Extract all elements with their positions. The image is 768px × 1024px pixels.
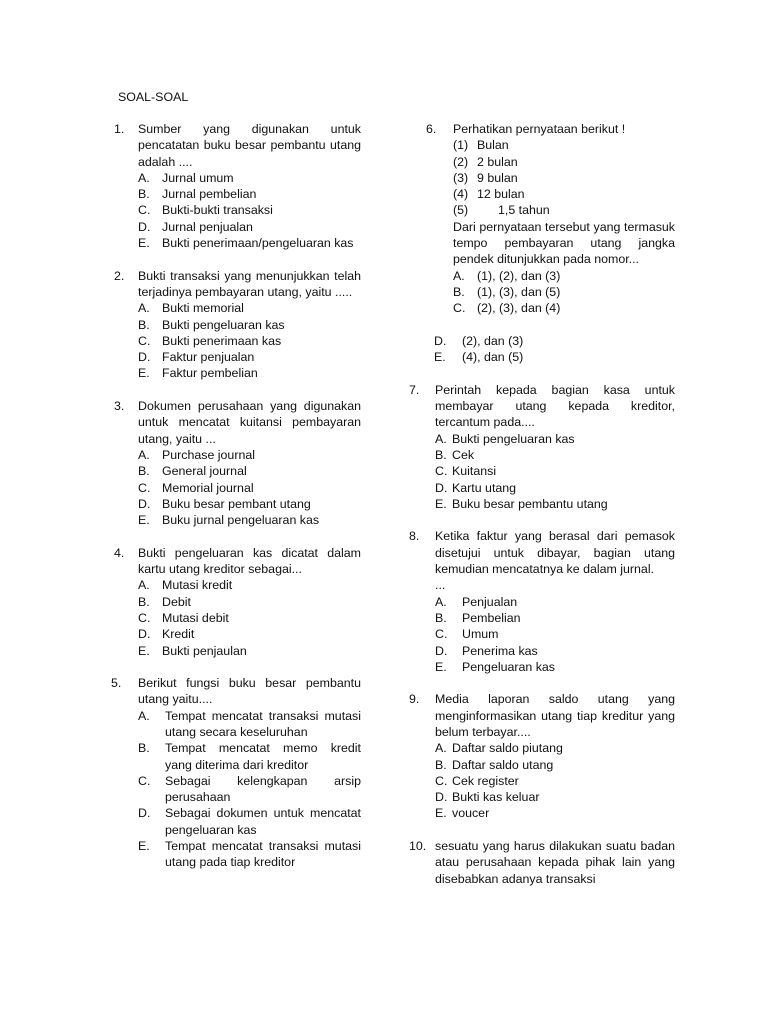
question-text: Ketika faktur yang berasal dari pemasok disetujui untuk dibayar, bagian utang kemudian mencatatnya ke dalam jurnal. — [435, 529, 675, 577]
option-list — [138, 447, 361, 528]
option-text: Penjualan — [462, 594, 518, 609]
option-c — [453, 300, 675, 316]
question-6 — [426, 121, 675, 365]
option-letter: C. — [453, 301, 466, 316]
option-b — [435, 610, 675, 626]
option-e — [435, 805, 675, 821]
option-letter: C. — [435, 773, 448, 788]
option-list — [453, 268, 675, 317]
option-text: Bukti memorial — [162, 301, 244, 316]
option-text: Bukti pengeluaran kas — [162, 317, 285, 332]
option-text: Daftar saldo utang — [452, 757, 554, 772]
option-letter: D. — [138, 350, 151, 365]
option-letter: C. — [435, 464, 448, 479]
option-letter: D. — [138, 627, 151, 642]
option-letter: B. — [138, 317, 150, 332]
option-d — [435, 789, 675, 805]
option-letter: C. — [138, 480, 151, 495]
option-text: Jurnal pembelian — [162, 187, 257, 202]
page-title: SOAL-SOAL — [118, 90, 189, 104]
option-text: Faktur penjualan — [162, 350, 255, 365]
left-column — [111, 121, 361, 871]
question-text: Perintah kepada bagian kasa untuk membayar utang kepada kreditor, tercantum pada.... — [435, 382, 675, 430]
option-text: Jurnal umum — [162, 170, 234, 185]
option-letter: D. — [435, 480, 448, 495]
option-b — [138, 317, 361, 333]
option-letter: B. — [435, 610, 447, 625]
option-letter: B. — [453, 284, 465, 299]
option-b — [138, 463, 361, 479]
option-a — [453, 268, 675, 284]
option-c — [138, 333, 361, 349]
option-letter: C. — [435, 627, 448, 642]
statement-text: 1,5 tahun — [498, 203, 550, 218]
option-text: Bukti penerimaan/pengeluaran kas — [162, 236, 354, 251]
statement-text: 12 bulan — [477, 187, 525, 202]
option-text: Buku jurnal pengeluaran kas — [162, 513, 320, 528]
question-1 — [114, 121, 361, 251]
option-b — [435, 757, 675, 773]
option-text: Jurnal penjualan — [162, 219, 253, 234]
option-letter: B. — [435, 757, 447, 772]
option-c — [435, 773, 675, 789]
question-text: Media laporan saldo utang yang menginformasikan utang tiap kreditur yang belum terbayar.... — [435, 692, 675, 739]
option-text: Bukti kas keluar — [452, 790, 540, 805]
option-list — [138, 577, 361, 658]
option-letter: A. — [138, 578, 150, 593]
question-5 — [111, 675, 361, 871]
option-text: Kuitansi — [452, 464, 497, 479]
option-text: (1), (2), dan (3) — [477, 268, 561, 283]
statement-number: (1) — [453, 138, 469, 153]
option-text: voucer — [452, 806, 490, 821]
option-text: Buku besar pembantu utang — [452, 496, 608, 511]
statement-1 — [453, 137, 675, 153]
option-list — [138, 300, 361, 381]
option-c — [435, 463, 675, 479]
option-d — [138, 805, 361, 838]
option-letter: D. — [435, 643, 448, 658]
option-c — [138, 773, 361, 806]
option-c — [138, 610, 361, 626]
option-letter: E. — [435, 806, 447, 821]
option-a — [138, 170, 361, 186]
option-text: Daftar saldo piutang — [452, 741, 563, 756]
option-letter: E. — [138, 839, 150, 854]
statement-text: Bulan — [477, 138, 509, 153]
option-text: Pengeluaran kas — [462, 659, 555, 674]
statement-number: (5) — [453, 203, 469, 218]
option-letter: B. — [138, 594, 150, 609]
question-8 — [409, 528, 675, 675]
option-letter: C. — [138, 773, 151, 788]
option-letter: D. — [435, 790, 448, 805]
question-number: 6. — [426, 122, 437, 136]
option-text: Faktur pembelian — [162, 366, 258, 381]
option-text: Cek — [452, 447, 475, 462]
option-letter: E. — [138, 513, 150, 528]
option-letter: A. — [435, 594, 447, 609]
option-text: Bukti-bukti transaksi — [162, 203, 273, 218]
statement-list — [453, 137, 675, 218]
option-a — [138, 577, 361, 593]
option-text: Tempat mencatat transaksi mutasi utang pada tiap kreditor — [165, 839, 361, 870]
option-text: (2), dan (3) — [462, 333, 524, 348]
question-9 — [409, 691, 675, 821]
question-text: Sumber yang digunakan untuk pencatatan buku besar pembantu utang adalah .... — [138, 122, 361, 169]
option-letter: E. — [138, 366, 150, 381]
option-c — [138, 480, 361, 496]
option-letter: B. — [138, 187, 150, 202]
option-d — [434, 333, 675, 349]
option-e — [434, 349, 675, 365]
option-e — [138, 512, 361, 528]
statement-4 — [453, 186, 675, 202]
option-text: Umum — [462, 627, 499, 642]
question-number: 2. — [114, 268, 125, 283]
option-e — [138, 838, 361, 871]
question-text: Berikut fungsi buku besar pembantu utang yaitu.... — [138, 676, 361, 707]
option-letter: C. — [138, 333, 151, 348]
option-a — [435, 594, 675, 610]
option-e — [138, 365, 361, 381]
option-letter: A. — [138, 708, 150, 723]
option-text: (2), (3), dan (4) — [477, 301, 561, 316]
statement-number: (2) — [453, 154, 469, 169]
statement-number: (3) — [453, 170, 469, 185]
question-text: sesuatu yang harus dilakukan suatu badan atau perusahaan kepada pihak lain yang disebabkan adanya transaksi — [435, 839, 675, 886]
question-text: Bukti pengeluaran kas dicatat dalam kartu utang kreditor sebagai... — [138, 545, 361, 577]
option-text: (4), dan (5) — [462, 350, 524, 365]
option-letter: D. — [138, 806, 151, 821]
option-text: Purchase journal — [162, 447, 255, 462]
statement-text: 2 bulan — [477, 154, 518, 169]
option-text: Pembelian — [462, 610, 521, 625]
option-text: Mutasi kredit — [162, 578, 233, 593]
option-list — [138, 708, 361, 871]
statement-number: (4) — [453, 187, 469, 202]
statement-3 — [453, 170, 675, 186]
option-d — [138, 496, 361, 512]
question-text-continued: ... — [435, 578, 446, 593]
option-text: Bukti penerimaan kas — [162, 333, 282, 348]
statement-2 — [453, 154, 675, 170]
option-letter: A. — [435, 431, 447, 446]
option-text: Tempat mencatat memo kredit yang diterima dari kreditor — [165, 741, 361, 772]
right-column — [409, 121, 675, 887]
option-letter: E. — [138, 643, 150, 658]
statement-text: 9 bulan — [477, 170, 518, 185]
question-number: 9. — [409, 692, 420, 707]
option-list — [435, 431, 675, 512]
question-10 — [409, 838, 675, 887]
option-text: Cek register — [452, 773, 519, 788]
question-number: 7. — [409, 382, 420, 397]
option-e — [138, 235, 361, 251]
option-letter: A. — [435, 741, 447, 756]
option-letter: B. — [138, 464, 150, 479]
option-e — [138, 643, 361, 659]
question-number: 5. — [111, 676, 122, 691]
option-text: Tempat mencatat transaksi mutasi utang secara keseluruhan — [165, 708, 361, 739]
option-d — [138, 219, 361, 235]
option-letter: E. — [434, 350, 446, 365]
option-list — [435, 740, 675, 821]
question-number: 1. — [114, 122, 125, 136]
option-a — [138, 447, 361, 463]
option-b — [138, 186, 361, 202]
question-number: 3. — [114, 399, 125, 414]
option-b — [138, 740, 361, 773]
option-letter: D. — [138, 496, 151, 511]
question-number: 10. — [409, 839, 427, 854]
option-letter: A. — [138, 447, 150, 462]
question-3 — [114, 398, 361, 528]
question-7 — [409, 382, 675, 512]
option-letter: E. — [435, 496, 447, 511]
question-4 — [114, 545, 361, 659]
option-list — [138, 170, 361, 251]
option-text: Bukti penjaulan — [162, 643, 247, 658]
question-prompt: Dari pernyataan tersebut yang termasuk tempo pembayaran utang jangka pendek ditunjukkan pada nomor... — [453, 219, 675, 267]
option-list-continued — [434, 333, 675, 366]
option-text: Kredit — [162, 627, 195, 642]
option-text: Bukti pengeluaran kas — [452, 431, 575, 446]
option-b — [453, 284, 675, 300]
option-text: Kartu utang — [452, 480, 517, 495]
option-d — [138, 626, 361, 642]
option-text: Penerima kas — [462, 643, 538, 658]
option-text: Buku besar pembant utang — [162, 496, 311, 511]
option-a — [138, 708, 361, 741]
statement-5 — [453, 202, 675, 218]
option-c — [435, 626, 675, 642]
option-letter: E. — [138, 236, 150, 251]
option-letter: C. — [138, 203, 151, 218]
option-letter: D. — [138, 219, 151, 234]
option-text: General journal — [162, 464, 247, 479]
option-b — [435, 447, 675, 463]
question-text: Dokumen perusahaan yang digunakan untuk mencatat kuitansi pembayaran utang, yaitu ... — [138, 399, 361, 446]
question-text: Perhatikan pernyataan berikut ! — [453, 122, 626, 136]
option-d — [138, 349, 361, 365]
option-text: (1), (3), dan (5) — [477, 284, 561, 299]
option-b — [138, 594, 361, 610]
option-text: Memorial journal — [162, 480, 254, 495]
option-text: Sebagai dokumen untuk mencatat pengeluaran kas — [165, 806, 361, 837]
option-c — [138, 202, 361, 218]
question-2 — [114, 268, 361, 382]
option-e — [435, 659, 675, 675]
option-letter: A. — [138, 170, 150, 185]
option-letter: B. — [435, 447, 447, 462]
option-a — [138, 300, 361, 316]
option-d — [435, 480, 675, 496]
option-d — [435, 643, 675, 659]
option-letter: D. — [434, 333, 447, 348]
question-text: Bukti transaksi yang menunjukkan telah terjadinya pembayaran utang, yaitu ..... — [138, 268, 361, 299]
option-letter: E. — [435, 659, 447, 674]
option-a — [435, 740, 675, 756]
option-e — [435, 496, 675, 512]
option-a — [435, 431, 675, 447]
option-letter: C. — [138, 610, 151, 625]
option-text: Sebagai kelengkapan arsip perusahaan — [165, 773, 361, 805]
option-list — [435, 594, 675, 675]
option-text: Mutasi debit — [162, 610, 229, 625]
option-letter: A. — [138, 301, 150, 316]
question-number: 8. — [409, 529, 420, 544]
option-letter: B. — [138, 741, 150, 756]
option-letter: A. — [453, 268, 465, 283]
option-text: Debit — [162, 594, 191, 609]
question-number: 4. — [114, 545, 125, 560]
